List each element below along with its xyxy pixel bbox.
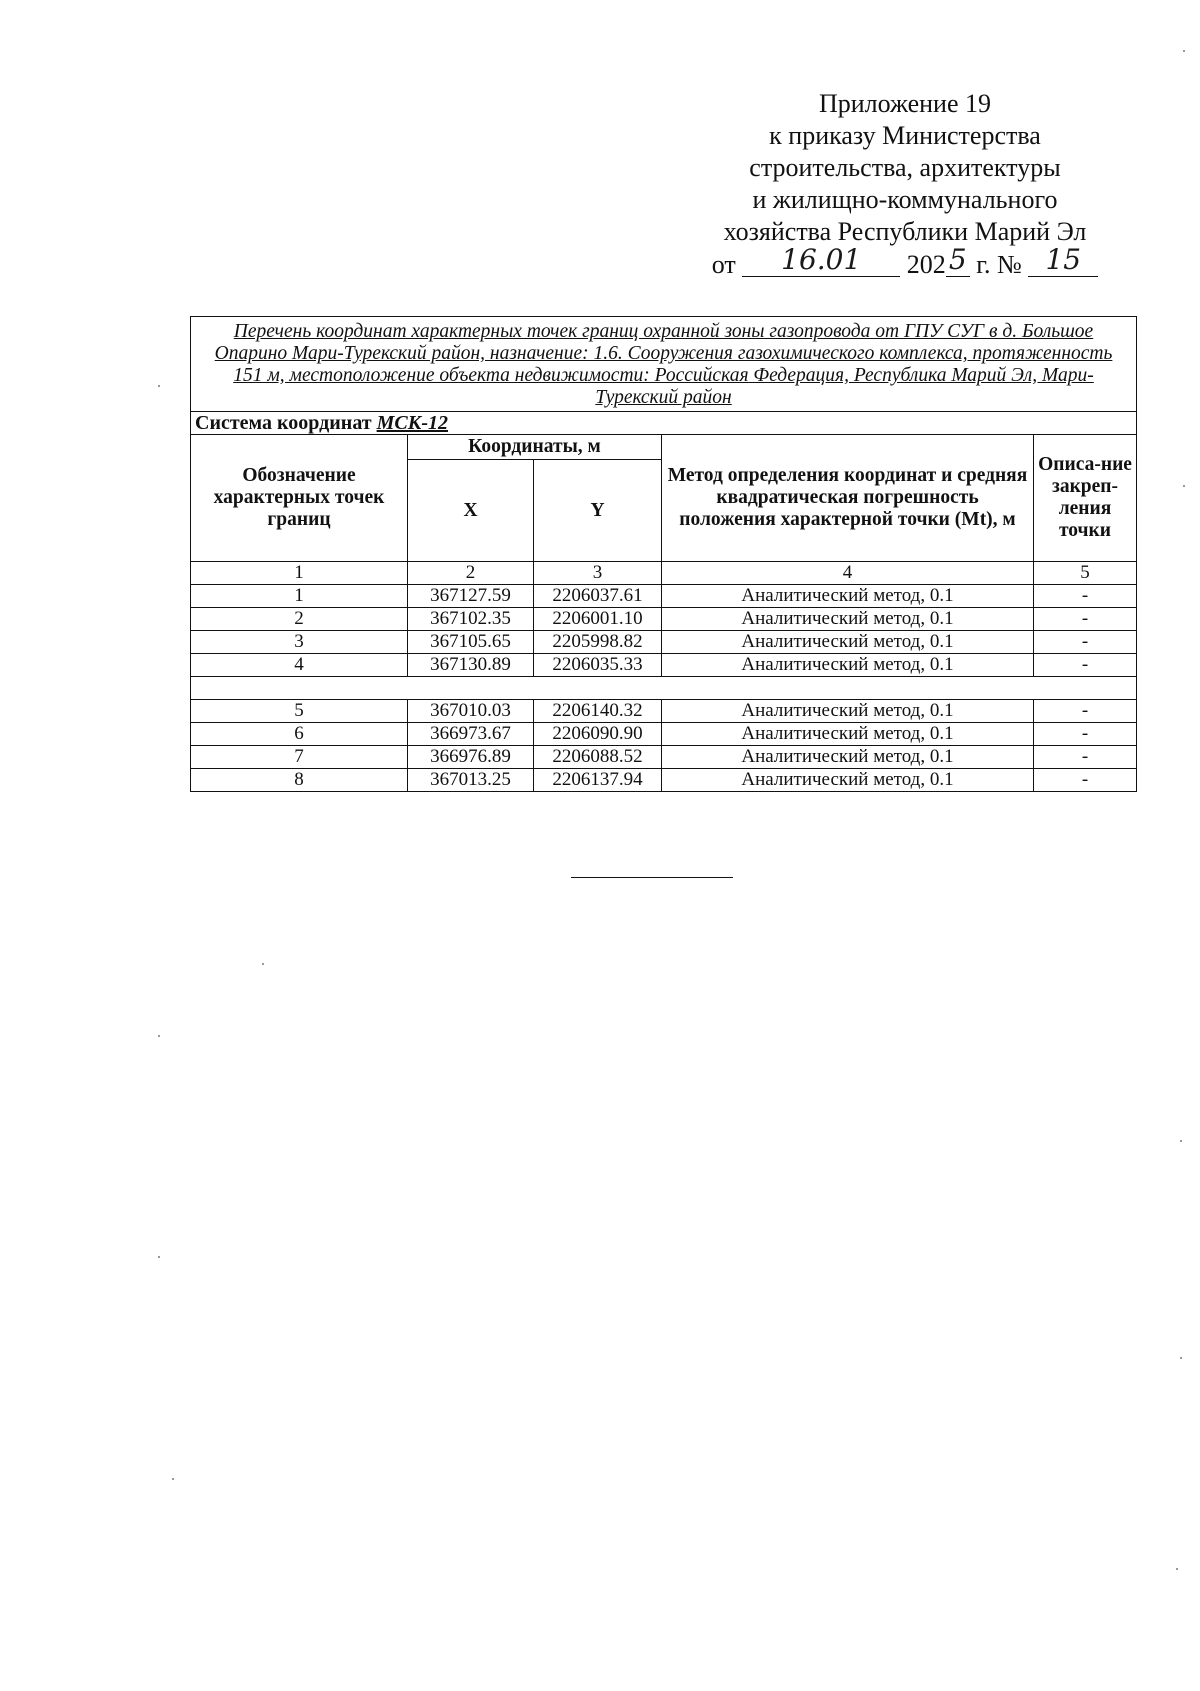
description-value: - [1034,723,1137,746]
method-value: Аналитический метод, 0.1 [662,700,1034,723]
x-value: 366976.89 [408,746,534,769]
header-coordinates: Координаты, м [408,435,662,460]
scan-speck [158,1035,160,1037]
x-value: 367013.25 [408,769,534,792]
y-value: 2206137.94 [534,769,662,792]
appendix-line-2: к приказу Министерства [769,121,1041,150]
method-value: Аналитический метод, 0.1 [662,608,1034,631]
x-value: 367127.59 [408,585,534,608]
header-x: X [408,460,534,562]
description-value: - [1034,608,1137,631]
closing-rule [571,877,733,878]
scan-speck [262,963,264,965]
group-separator [191,677,1137,700]
number-field [1028,243,1098,277]
method-value: Аналитический метод, 0.1 [662,769,1034,792]
column-number: 3 [534,562,662,585]
appendix-title: Приложение 19 [818,89,992,118]
date-field [742,243,900,277]
table-row [191,700,1137,723]
point-id: 6 [191,723,408,746]
x-value: 367130.89 [408,654,534,677]
coordinate-system-label: Система координат [195,412,372,434]
method-value: Аналитический метод, 0.1 [662,631,1034,654]
table-row [191,723,1137,746]
table-row [191,654,1137,677]
handwritten-number: 15 [1045,243,1082,276]
header-designation: Обозначение характерных точек границ [191,435,408,562]
method-value: Аналитический метод, 0.1 [662,654,1034,677]
description-value: - [1034,746,1137,769]
point-id: 3 [191,631,408,654]
date-prefix: от [711,250,736,279]
table-row [191,746,1137,769]
description-value: - [1034,585,1137,608]
handwritten-year: 5 [948,243,967,276]
table-row [191,608,1137,631]
x-value: 366973.67 [408,723,534,746]
description-value: - [1034,700,1137,723]
point-id: 2 [191,608,408,631]
coordinates-table [190,316,1137,792]
description-value: - [1034,769,1137,792]
scan-speck [1180,1140,1182,1142]
x-value: 367102.35 [408,608,534,631]
date-line [690,243,1120,281]
scan-speck [158,1256,160,1258]
table-title: Перечень координат характерных точек границ охранной зоны газопровода от ГПУ СУГ в д. Большое Опарино Мари-Турекский район, назначение: 1.6. Сооружения газохимического комплекса, протяженность 151 м, местоположение объекта недвижимости: Российская Федерация, Республика Марий Эл, Мари-Турекский район [191,317,1137,412]
coordinate-system [191,412,1137,435]
year-field [946,243,970,277]
scan-speck [1183,50,1185,52]
point-id: 4 [191,654,408,677]
table-row [191,631,1137,654]
year-prefix: 202 [906,250,946,279]
description-value: - [1034,654,1137,677]
y-value: 2205998.82 [534,631,662,654]
point-id: 5 [191,700,408,723]
number-label: г. № [976,250,1022,279]
scan-speck [1176,1568,1178,1570]
header-method: Метод определения координат и средняя квадратическая погрешность положения характерной точки (Mt), м [662,435,1034,562]
column-number: 2 [408,562,534,585]
appendix-line-3: строительства, архитектуры [749,153,1061,182]
appendix-line-4: и жилищно-коммунального [752,185,1058,214]
table-row [191,585,1137,608]
method-value: Аналитический метод, 0.1 [662,723,1034,746]
y-value: 2206037.61 [534,585,662,608]
point-id: 8 [191,769,408,792]
scan-speck [1183,485,1185,487]
group-separator-row [191,677,1137,700]
appendix-header [690,88,1120,281]
x-value: 367105.65 [408,631,534,654]
scan-speck [172,1478,174,1480]
method-value: Аналитический метод, 0.1 [662,746,1034,769]
column-number: 4 [662,562,1034,585]
y-value: 2206140.32 [534,700,662,723]
header-description: Описа-ние закреп-ления точки [1034,435,1137,562]
y-value: 2206088.52 [534,746,662,769]
scan-speck [158,385,160,387]
handwritten-date: 16.01 [781,243,862,276]
table-row [191,769,1137,792]
column-number: 1 [191,562,408,585]
scan-speck [1180,1357,1182,1359]
coordinate-system-value: МСК-12 [376,412,448,434]
column-number: 5 [1034,562,1137,585]
x-value: 367010.03 [408,700,534,723]
appendix-line-5: хозяйства Республики Марий Эл [723,217,1087,246]
method-value: Аналитический метод, 0.1 [662,585,1034,608]
description-value: - [1034,631,1137,654]
point-id: 1 [191,585,408,608]
y-value: 2206001.10 [534,608,662,631]
y-value: 2206035.33 [534,654,662,677]
header-y: Y [534,460,662,562]
column-numbers-row [191,562,1137,585]
point-id: 7 [191,746,408,769]
y-value: 2206090.90 [534,723,662,746]
